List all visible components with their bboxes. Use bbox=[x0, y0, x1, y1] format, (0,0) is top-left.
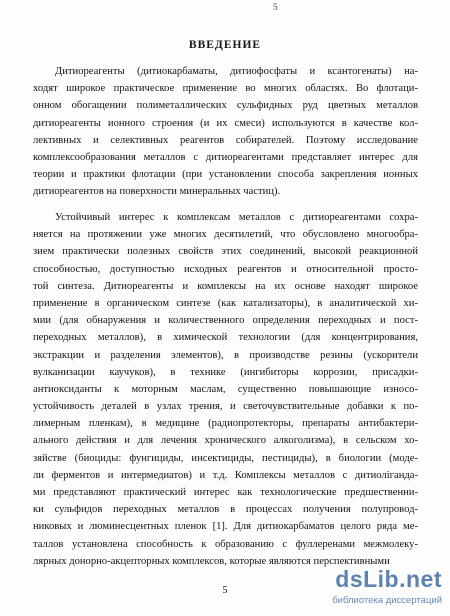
text-line: ки сульфидов переходных металлов в процессах получения полупровод- bbox=[33, 504, 418, 516]
text-line: лективных и селективных реагентов собирателей. Поэтому исследование bbox=[33, 134, 418, 146]
text-line: антиоксиданты к моторным маслам, существенно повышающие износо- bbox=[33, 383, 418, 395]
text-line: ходят широкое практическое применение во многих областях. Во флотаци- bbox=[33, 83, 418, 95]
text-line: применение в органическом синтезе (как катализаторы), в аналитической хи- bbox=[33, 297, 418, 309]
text-line: ального действия и для лечения хронического алкоголизма), в сельском хо- bbox=[33, 435, 418, 447]
text-line: дитиореагенты ионного строения (и их смеси) используются в качестве кол- bbox=[33, 117, 418, 129]
text-line: теории и практики флотации (при установлении способа закрепления ионных bbox=[33, 169, 418, 181]
text-line: ли ферментов и интермедиатов) и т.д. Комплексы металлов с дитиоліганда- bbox=[33, 469, 418, 481]
text-line: Дитиореагенты (дитиокарбаматы, дитиофосфаты и ксантогенаты) на- bbox=[55, 66, 418, 77]
text-line: мии (для обнаружения и количественного определения переходных и пост- bbox=[33, 315, 418, 327]
text-line: вулканизации каучуков), в технике (ингибиторы коррозии, присадки- bbox=[33, 366, 418, 378]
text-line: зяйстве (биоциды: фунгициды, инсектициды, пестициды), в биологии (моде- bbox=[33, 452, 418, 464]
watermark-subtitle: библиотека диссертаций bbox=[332, 595, 442, 606]
text-line: ми представляют практический интерес как технологические предшественни- bbox=[33, 487, 418, 498]
page-heading: ВВЕДЕНИЕ bbox=[188, 39, 262, 51]
text-line: онном обогащении полиметаллических сульфидных руд цветных металлов bbox=[33, 100, 418, 112]
text-line: экстракции и разделения элементов), в производстве резины (ускорители bbox=[33, 349, 418, 361]
text-line: способностью, доступностью исходных реагентов и относительной просто- bbox=[33, 263, 418, 275]
text-line: комплексообразования металлов с дитиореагентами представляет интерес для bbox=[33, 151, 418, 163]
text-line: той синтеза. Дитиореагенты и комплексы на их основе находят широкое bbox=[33, 280, 418, 292]
text-line: дитиореагентов на поверхности минеральных частиц). bbox=[33, 186, 281, 198]
paragraph-1 bbox=[33, 63, 418, 201]
text-line: никовых и люминесцентных пленок [1]. Для дитиокарбаматов целого ряда ме- bbox=[33, 521, 418, 533]
text-line: Устойчивый интерес к комплексам металлов с дитиореагентами сохра- bbox=[55, 212, 418, 223]
text-line: устойчивость деталей в узлах трения, и светочувствительные добавки к по- bbox=[33, 401, 418, 413]
text-line: няется на протяжении уже многих десятилетий, что обусловлено многообра- bbox=[33, 229, 418, 241]
dslib-watermark bbox=[310, 566, 442, 610]
watermark-logo: dsLib.net bbox=[335, 566, 442, 592]
text-line: лярных донорно-акцепторных комплексов, которые являются перспективными bbox=[33, 555, 390, 567]
page-top-mark: 5 bbox=[273, 2, 278, 12]
text-line: зием практически полезных свойств этих соединений, высокой реакционной bbox=[33, 246, 418, 258]
text-line: таллов установлена способность к образованию с фуллеренами межмолеку- bbox=[33, 538, 418, 550]
text-line: лимерным пленкам), в медицине (радиопротекторы, препараты антибактери- bbox=[33, 418, 418, 430]
page-number: 5 bbox=[222, 585, 228, 596]
text-line: переходных металлов), в химической технологии (для концентрирования, bbox=[33, 332, 418, 344]
paragraph-2 bbox=[33, 209, 418, 570]
